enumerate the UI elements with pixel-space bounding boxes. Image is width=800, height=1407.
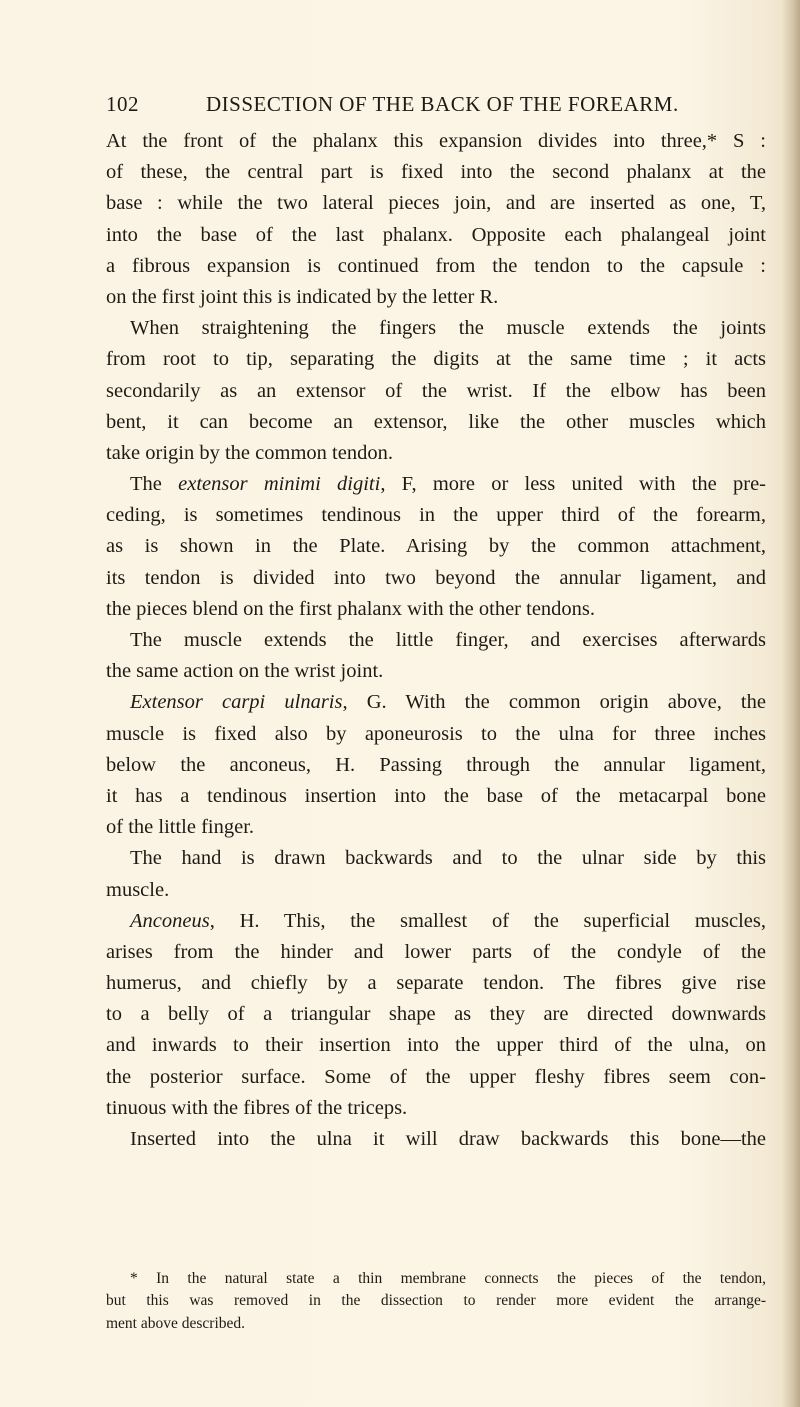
- footnote-line: but this was removed in the dissection to render more evident the arrange-: [106, 1292, 766, 1310]
- text-line: the same action on the wrist joint.: [106, 660, 384, 683]
- muscle-term: extensor minimi digiti: [178, 473, 381, 496]
- page-edge-shadow: [782, 0, 800, 1407]
- text-line: below the anconeus, H. Passing through the annular ligament,: [106, 753, 766, 776]
- text-line: arises from the hinder and lower parts of the condyle of the: [106, 940, 766, 963]
- text-line: from root to tip, separating the digits at the same time ; it acts: [106, 348, 766, 371]
- text-line: to a belly of a triangular shape as they are directed downwards: [106, 1003, 766, 1026]
- running-header: [106, 92, 766, 122]
- body-text: [106, 126, 766, 1155]
- paragraph-heading-line: [106, 469, 766, 500]
- text-line: ceding, is sometimes tendinous in the upper third of the forearm,: [106, 504, 766, 527]
- text-line: the pieces blend on the first phalanx with the other tendons.: [106, 597, 596, 620]
- footnote-line: ment above described.: [106, 1314, 246, 1332]
- page-number: 102: [106, 92, 139, 116]
- footnote-line: * In the natural state a thin membrane connects the pieces of the tendon,: [130, 1270, 766, 1287]
- text-line: the posterior surface. Some of the upper fleshy fibres seem con-: [106, 1065, 766, 1088]
- text-line: The muscle extends the little finger, and exercises afterwards: [130, 629, 766, 651]
- text-line: and inwards to their insertion into the upper third of the ulna, on: [106, 1034, 766, 1057]
- paragraph-heading-line: [106, 906, 766, 937]
- text-line: a fibrous expansion is continued from the tendon to the capsule :: [106, 254, 766, 277]
- paragraph-prefix: The: [130, 473, 179, 496]
- footnote: [106, 1268, 766, 1335]
- text-fragment: , G. With the common origin above, the: [342, 691, 766, 714]
- text-line: The hand is drawn backwards and to the ulnar side by this: [130, 847, 766, 870]
- muscle-term: Extensor carpi ulnaris: [130, 691, 343, 714]
- text-line: When straightening the fingers the muscle extends the joints: [130, 317, 766, 340]
- text-line: bent, it can become an extensor, like the other muscles which: [106, 410, 766, 433]
- text-line: on the first joint this is indicated by the letter R.: [106, 285, 499, 308]
- text-line: tinuous with the fibres of the triceps.: [106, 1096, 408, 1119]
- text-line: its tendon is divided into two beyond the annular ligament, and: [106, 566, 766, 589]
- paragraph-heading-line: [106, 687, 766, 718]
- text-line: take origin by the common tendon.: [106, 441, 393, 464]
- text-line: secondarily as an extensor of the wrist. If the elbow has been: [106, 379, 766, 402]
- text-fragment: , F, more or less united with the pre-: [380, 473, 766, 496]
- text-line: it has a tendinous insertion into the base of the metacarpal bone: [106, 784, 766, 807]
- muscle-term: Anconeus: [130, 909, 210, 932]
- text-line: humerus, and chiefly by a separate tendon. The fibres give rise: [106, 972, 766, 995]
- text-line: At the front of the phalanx this expansion divides into three,* S :: [106, 130, 766, 152]
- text-line: of these, the central part is fixed into the second phalanx at the: [106, 161, 766, 184]
- text-line: base : while the two lateral pieces join, and are inserted as one, T,: [106, 192, 766, 215]
- text-line: Inserted into the ulna it will draw backwards this bone—the: [130, 1128, 766, 1150]
- text-line: of the little finger.: [106, 816, 255, 839]
- text-fragment: , H. This, the smallest of the superficial muscles,: [209, 909, 766, 932]
- text-line: muscle.: [106, 878, 170, 901]
- text-line: muscle is fixed also by aponeurosis to the ulna for three inches: [106, 722, 766, 745]
- text-line: into the base of the last phalanx. Opposite each phalangeal joint: [106, 223, 766, 246]
- running-title: DISSECTION OF THE BACK OF THE FOREARM.: [206, 92, 679, 116]
- text-line: as is shown in the Plate. Arising by the common attachment,: [106, 535, 766, 558]
